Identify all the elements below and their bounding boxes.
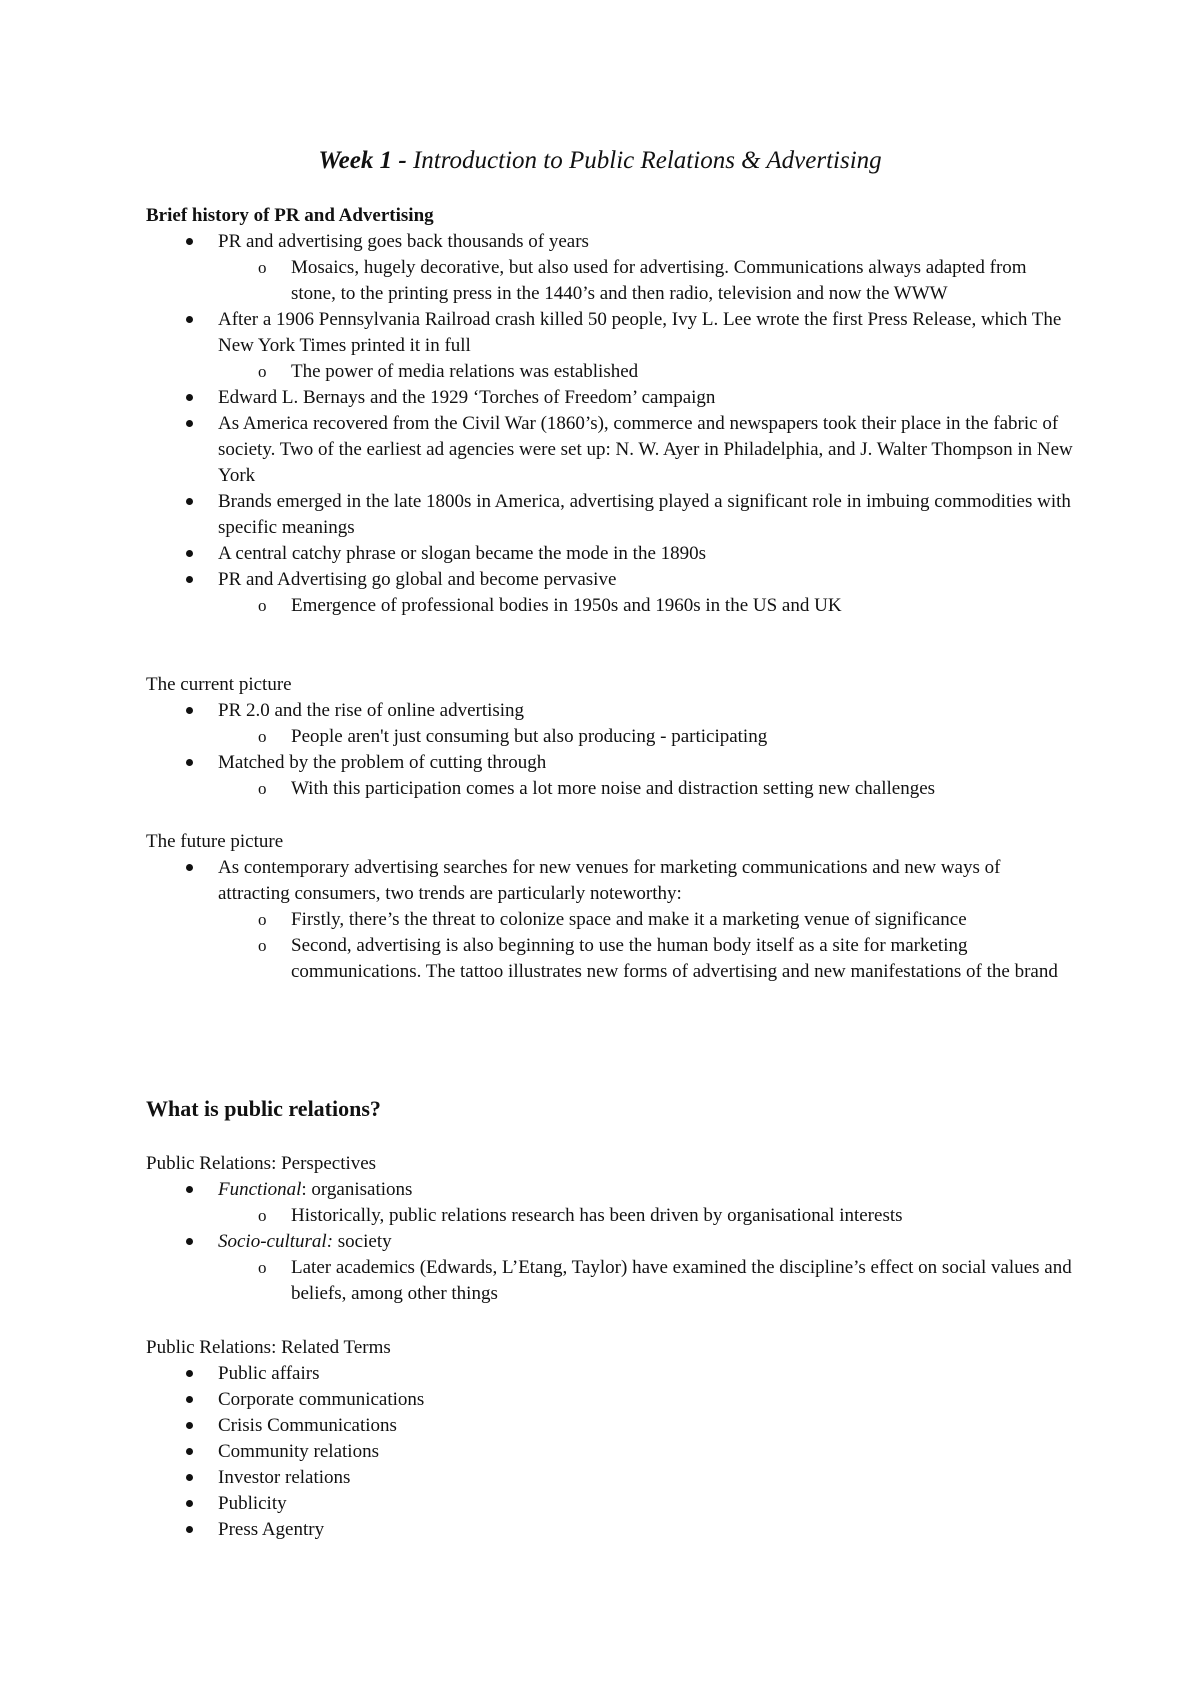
perspectives-heading: Public Relations: Perspectives [146,1153,377,1174]
list-subitem: o Later academics (Edwards, L’Etang, Taylor) have examined the discipline’s effect on social values and beliefs, among other things [146,1255,1076,1307]
list-subitem: o With this participation comes a lot more noise and distraction setting new challenges [146,776,1076,802]
bullet-icon [186,229,206,255]
future-heading: The future picture [146,831,284,852]
future-section [146,829,1076,985]
list-item: Corporate communications [146,1387,1076,1413]
perspectives-list [146,1177,1076,1307]
sub-bullet-icon [258,933,267,959]
title-week: Week 1 - [318,147,407,174]
current-heading: The current picture [146,674,292,695]
list-item: PR and Advertising go global and become pervasive [146,567,1076,593]
bullet-icon [186,567,206,593]
list-subitem: o Historically, public relations research has been driven by organisational interests [146,1203,1076,1229]
bullet-icon [186,489,206,515]
list-item: Crisis Communications [146,1413,1076,1439]
bullet-icon [186,750,206,776]
list-item: Socio-cultural: society [146,1229,1076,1255]
list-item: Press Agentry [146,1517,1076,1543]
bullet-icon [186,1491,206,1517]
history-section [146,203,1076,619]
sub-bullet-icon [258,593,267,619]
list-item: Community relations [146,1439,1076,1465]
list-item: Public affairs [146,1361,1076,1387]
related-heading: Public Relations: Related Terms [146,1337,391,1358]
list-item: After a 1906 Pennsylvania Railroad crash killed 50 people, Ivy L. Lee wrote the first Press Release, which The New York Times printed it in full [146,307,1076,359]
bullet-icon [186,698,206,724]
bullet-icon [186,411,206,437]
list-item: Matched by the problem of cutting through [146,750,1076,776]
current-list [146,698,1076,802]
what-is-pr-heading: What is public relations? [146,1096,381,1121]
list-item: Investor relations [146,1465,1076,1491]
bullet-icon [186,307,206,333]
history-heading: Brief history of PR and Advertising [146,205,434,226]
list-subitem: o Emergence of professional bodies in 1950s and 1960s in the US and UK [146,593,1076,619]
sub-bullet-icon [258,1203,267,1229]
sub-bullet-icon [258,776,267,802]
bullet-icon [186,541,206,567]
list-item: As contemporary advertising searches for new venues for marketing communications and new ways of attracting consumers, two trends are particularly noteworthy: [146,855,1076,907]
title-text: Introduction to Public Relations & Advertising [406,147,882,174]
bullet-icon [186,1177,206,1203]
sub-bullet-icon [258,1255,267,1281]
related-list [146,1361,1076,1543]
sub-bullet-icon [258,255,267,281]
related-section [146,1335,1076,1543]
history-list [146,229,1076,619]
future-list [146,855,1076,985]
bullet-icon [186,1361,206,1387]
bullet-icon [186,1413,206,1439]
bullet-icon [186,1517,206,1543]
list-item: PR 2.0 and the rise of online advertising [146,698,1076,724]
bullet-icon [186,1229,206,1255]
perspectives-section [146,1151,1076,1307]
bullet-icon [186,1465,206,1491]
list-item: Brands emerged in the late 1800s in America, advertising played a significant role in imbuing commodities with specific meanings [146,489,1076,541]
bullet-icon [186,1439,206,1465]
list-subitem: o The power of media relations was established [146,359,1076,385]
list-item: Publicity [146,1491,1076,1517]
list-subitem: o Mosaics, hugely decorative, but also used for advertising. Communications always adapted from stone, to the printing press in the 1440’s and then radio, television and now the WWW [146,255,1076,307]
current-section [146,672,1076,802]
what-is-pr-section [146,1095,1076,1123]
list-item: PR and advertising goes back thousands of years [146,229,1076,255]
list-item: Functional: organisations [146,1177,1076,1203]
sub-bullet-icon [258,907,267,933]
bullet-icon [186,855,206,881]
page-title [0,146,1200,176]
sub-bullet-icon [258,724,267,750]
list-item: A central catchy phrase or slogan became the mode in the 1890s [146,541,1076,567]
list-subitem: o Firstly, there’s the threat to colonize space and make it a marketing venue of significance [146,907,1076,933]
list-item: Edward L. Bernays and the 1929 ‘Torches of Freedom’ campaign [146,385,1076,411]
list-item: As America recovered from the Civil War (1860’s), commerce and newspapers took their place in the fabric of society. Two of the earliest ad agencies were set up: N. W. Ayer in Philadelphia, and J. Walter Thompson in New York [146,411,1076,489]
sub-bullet-icon [258,359,267,385]
list-subitem: o People aren't just consuming but also producing - participating [146,724,1076,750]
list-subitem: o Second, advertising is also beginning to use the human body itself as a site for marketing communications. The tattoo illustrates new forms of advertising and new manifestations of the brand [146,933,1076,985]
bullet-icon [186,1387,206,1413]
bullet-icon [186,385,206,411]
